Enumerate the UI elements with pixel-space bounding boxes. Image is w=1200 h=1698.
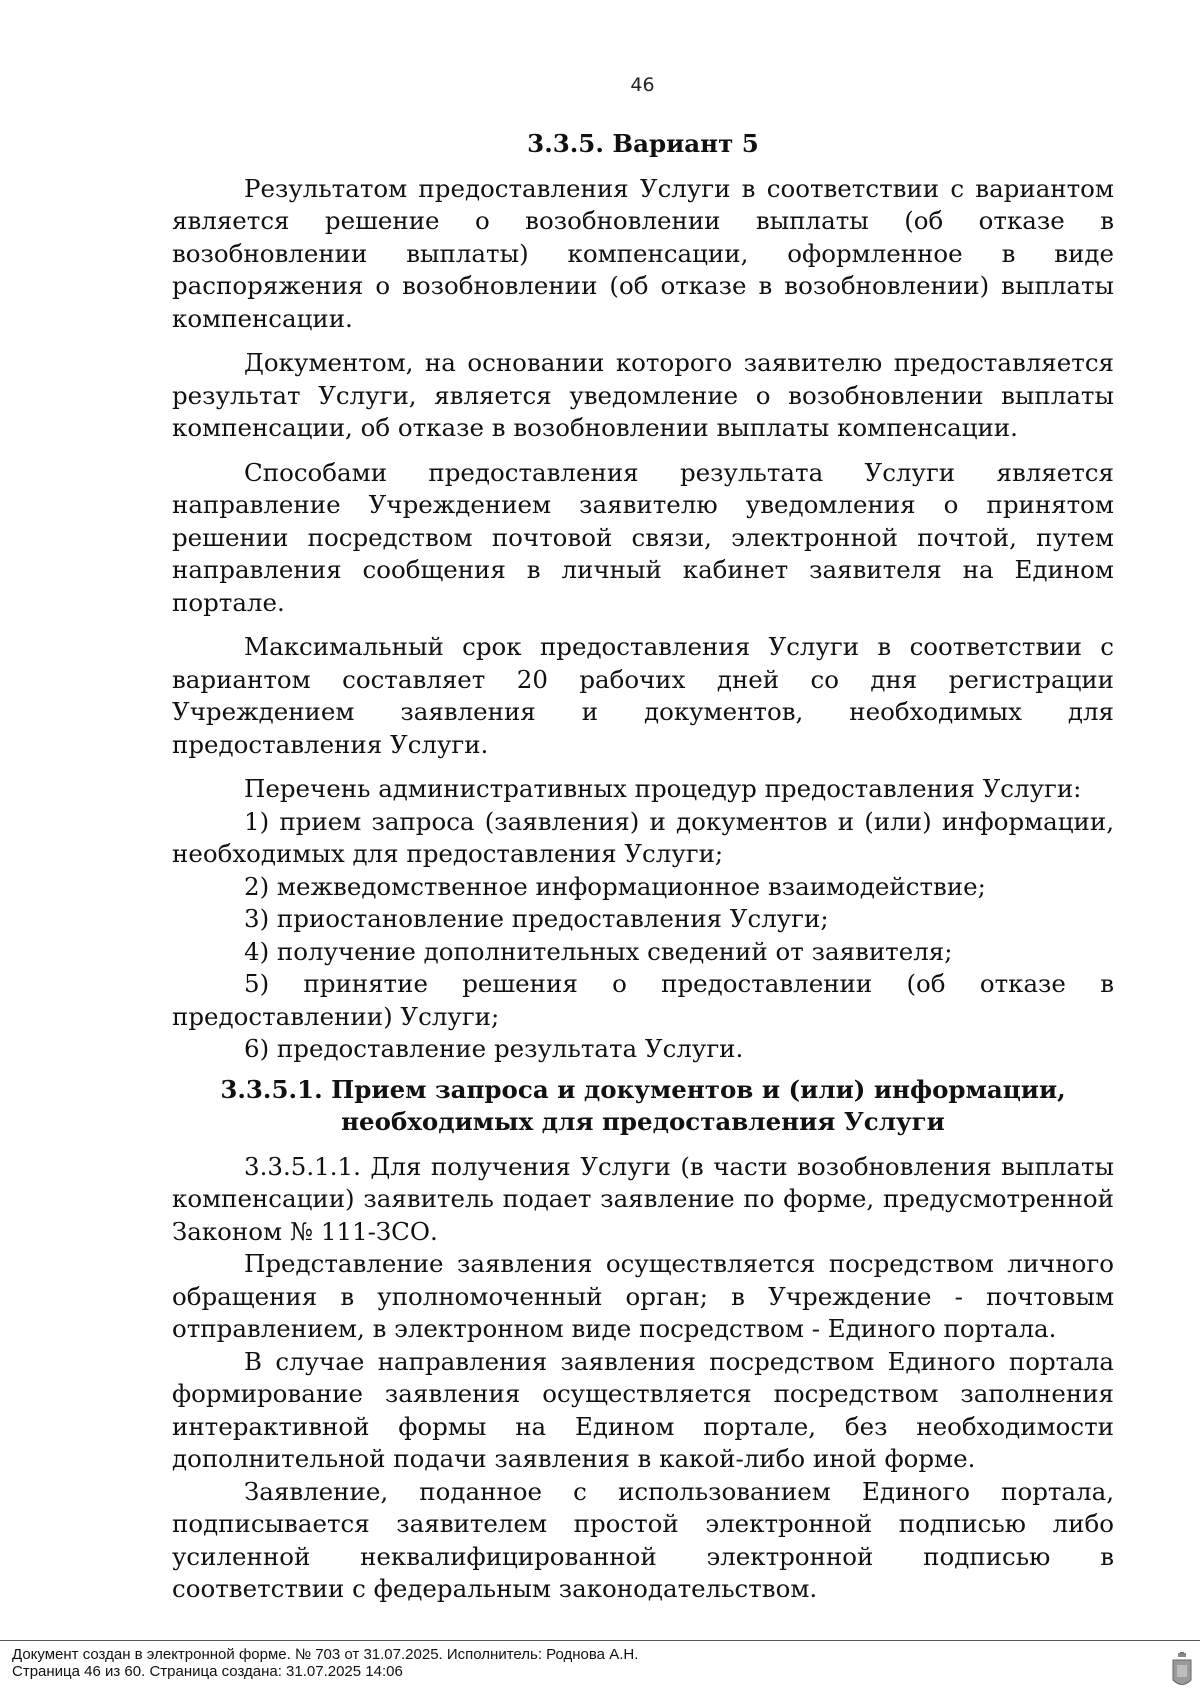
- procedure-item-2: 2) межведомственное информационное взаимодействие;: [244, 871, 986, 901]
- paragraph-deadline: Максимальный срок предоставления Услуги в соответствии с вариантом составляет 20 рабочих дней со дня регистрации Учреждением заявления и документов, необходимых для предоставления Услуги.: [172, 632, 1114, 759]
- paragraph-methods: Способами предоставления результата Услуги является направление Учреждением заявителю уведомления о принятом решении посредством почтовой связи, электронной почтой, путем направления сообщения в личный кабинет заявителя на Едином портале.: [172, 457, 1114, 617]
- paragraph-portal-form: В случае направления заявления посредством Единого портала формирование заявления осуществляется посредством заполнения интерактивной формы на Едином портале, без необходимости дополнительной подачи заявления в какой-либо иной форме.: [172, 1346, 1114, 1473]
- document-body: [172, 128, 1114, 1606]
- procedures-intro: Перечень административных процедур предоставления Услуги:: [244, 774, 1082, 803]
- procedure-item-3: 3) приостановление предоставления Услуги;: [244, 904, 829, 933]
- footer-line-1: Документ создан в электронной форме. № 703 от 31.07.2025. Исполнитель: Роднова А.Н.: [12, 1646, 639, 1663]
- footer-line-2: Страница 46 из 60. Страница создана: 31.07.2025 14:06: [12, 1663, 403, 1680]
- paragraph-submission: Представление заявления осуществляется посредством личного обращения в уполномоченный орган; в Учреждение - почтовым отправлением, в электронном виде посредством - Единого портала.: [172, 1249, 1114, 1343]
- paragraph-result: Результатом предоставления Услуги в соответствии с вариантом является решение о возобновлении выплаты (об отказе в возобновлении выплаты) компенсации, оформленное в виде распоряжения о возобновлении (об отказе в возобновлении) выплаты компенсации.: [172, 173, 1114, 333]
- procedure-item-1: 1) прием запроса (заявления) и документов и (или) информации, необходимых для предоставления Услуги;: [172, 806, 1114, 868]
- paragraph-signature: Заявление, поданное с использованием Единого портала, подписывается заявителем простой электронной подписью либо усиленной неквалифицированной электронной подписью в соответствии с федеральным законодательством.: [172, 1476, 1114, 1603]
- section-title: 3.3.5. Вариант 5: [527, 129, 759, 158]
- procedure-item-5: 5) принятие решения о предоставлении (об отказе в предоставлении) Услуги;: [172, 969, 1114, 1031]
- footer-divider: [0, 1640, 1200, 1641]
- paragraph-document: Документом, на основании которого заявителю предоставляется результат Услуги, является уведомление о возобновлении выплаты компенсации, об отказе в возобновлении выплаты компенсации.: [172, 348, 1114, 442]
- page-number: 46: [630, 74, 655, 96]
- emblem-icon: [1172, 1652, 1192, 1690]
- subsection-title: 3.3.5.1. Прием запроса и документов и (или) информации, необходимых для предоставления Услуги: [220, 1074, 1066, 1136]
- procedure-item-4: 4) получение дополнительных сведений от заявителя;: [244, 936, 953, 966]
- procedure-item-6: 6) предоставление результата Услуги.: [244, 1034, 744, 1063]
- footer: [12, 1646, 638, 1680]
- paragraph-application-form: 3.3.5.1.1. Для получения Услуги (в части возобновления выплаты компенсации) заявитель подает заявление по форме, предусмотренной Законом № 111-ЗСО.: [172, 1151, 1114, 1246]
